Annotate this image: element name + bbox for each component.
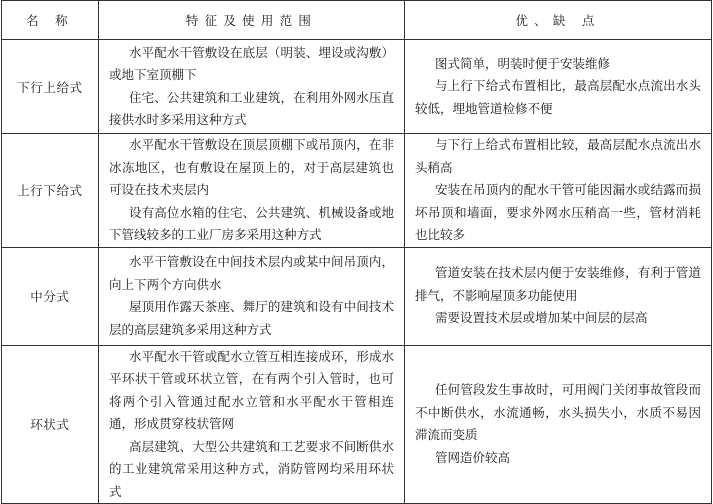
features-paragraph: 住宅、公共建筑和工业建筑，在利用外网水压直接供水时多采用这种方式 xyxy=(109,89,394,127)
features-cell xyxy=(99,247,405,345)
table-row xyxy=(2,345,712,504)
pros-cons-paragraph: 图式简单，明装时便于安装维修 xyxy=(435,55,611,71)
table-row xyxy=(2,247,712,345)
pros-cons-paragraph: 管道安装在技术层内便于安装维修，有利于管道排气，不影响屋顶多功能使用 xyxy=(415,265,701,303)
table-row xyxy=(2,40,712,134)
pros-cons-paragraph: 与上行下给式布置相比，最高层配水点流出水头较低，埋地管道检修不便 xyxy=(415,78,701,116)
row-name: 中分式 xyxy=(2,247,99,345)
features-cell xyxy=(99,134,405,248)
row-name: 上行下给式 xyxy=(2,134,99,248)
features-paragraph: 水平配水干管敷设在底层（明装、埋设或沟敷）或地下室顶棚下 xyxy=(109,44,394,82)
pros-cons-paragraph: 任何管段发生事故时，可用阀门关闭事故管段而不中断供水，水流通畅，水头损失小，水质不易因滞流而变质 xyxy=(415,382,701,443)
pros-cons-cell xyxy=(405,40,712,134)
row-name: 下行上给式 xyxy=(2,40,99,134)
features-paragraph: 屋顶用作露天茶座、舞厅的建筑和设有中间技术层的高层建筑多采用这种方式 xyxy=(109,299,394,337)
header-row xyxy=(2,1,712,40)
features-paragraph: 设有高位水箱的住宅、公共建筑、机械设备或地下管线较多的工业厂房多采用这种方式 xyxy=(109,204,394,242)
pros-cons-cell xyxy=(405,134,712,248)
features-paragraph: 水平配水干管敷设在顶层顶棚下或吊顶内，在非冰冻地区，也有敷设在屋顶上的，对于高层建筑也可设在技术夹层内 xyxy=(109,137,394,197)
header-features: 特征及使用范围 xyxy=(99,1,405,40)
header-name: 名 称 xyxy=(2,1,99,40)
header-pros-cons: 优、缺 点 xyxy=(405,1,712,40)
pros-cons-cell xyxy=(405,247,712,345)
pros-cons-paragraph: 与下行上给式布置相比较，最高层配水点流出水头稍高 xyxy=(415,137,701,175)
pros-cons-paragraph: 管网造价较高 xyxy=(435,449,511,465)
features-cell xyxy=(99,40,405,134)
pros-cons-paragraph: 需要设置技术层或增加某中间层的层高 xyxy=(435,310,648,326)
table-row xyxy=(2,134,712,248)
features-cell xyxy=(99,345,405,504)
row-name: 环状式 xyxy=(2,345,99,504)
features-paragraph: 高层建筑、大型公共建筑和工艺要求不间断供水的工业建筑常采用这种方式，消防管网均采用环状式 xyxy=(109,438,394,499)
features-paragraph: 水平干管敷设在中间技术层内或某中间吊顶内，向上下两个方向供水 xyxy=(109,254,394,292)
features-paragraph: 水平配水干管或配水立管互相连接成环，形成水平环状干管或环状立管，在有两个引入管时，也可将两个引入管通过配水立管和水平配水干管相连通，形成贯穿枝状管网 xyxy=(109,348,394,431)
pros-cons-paragraph: 安装在吊顶内的配水干管可能因漏水或结露而损坏吊顶和墙面，要求外网水压稍高一些，管材消耗也比较多 xyxy=(415,182,701,242)
water-supply-table xyxy=(1,0,712,504)
pros-cons-cell xyxy=(405,345,712,504)
